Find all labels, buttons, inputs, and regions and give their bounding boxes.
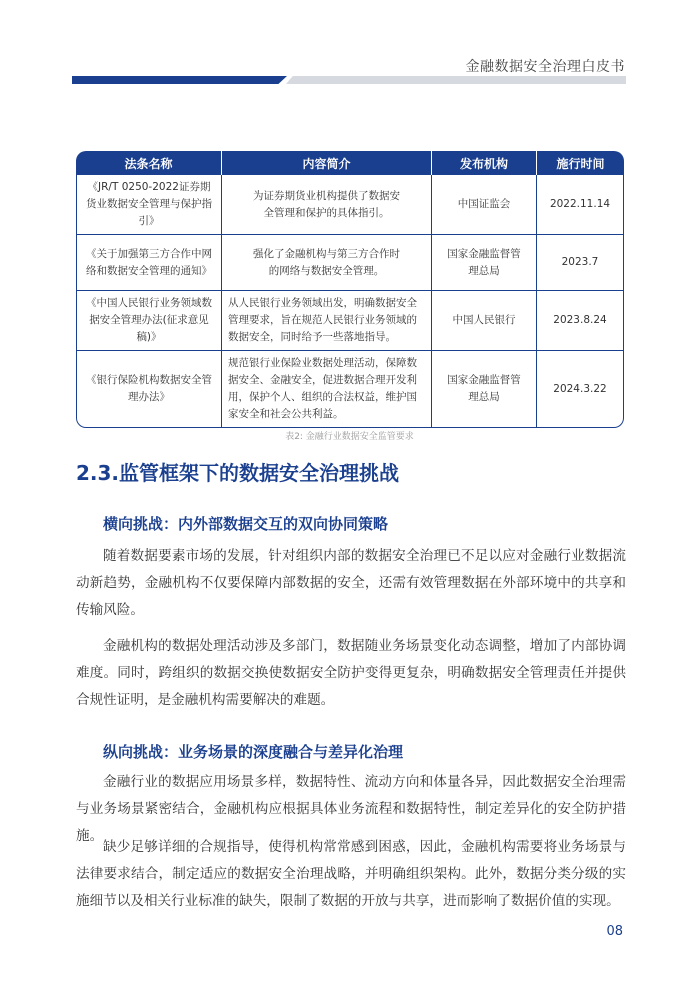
table-cell: 《JR/T 0250-2022证券期货业数据安全管理与保护指引》	[76, 175, 222, 235]
table-row	[76, 351, 624, 428]
table-cell: 《中国人民银行业务领域数据安全管理办法(征求意见稿)》	[76, 291, 222, 351]
table-caption: 表2: 金融行业数据安全监管要求	[285, 432, 414, 442]
table-row	[76, 175, 624, 235]
table-cell: 从人民银行业务领域出发，明确数据安全管理要求，旨在规范人民银行业务领域的数据安全，同时给予一些落地指导。	[222, 291, 432, 351]
subsection-title-horizontal: 横向挑战：内外部数据交互的双向协同策略	[103, 515, 389, 533]
table-cell: 2022.11.14	[537, 175, 624, 235]
column-header: 发布机构	[432, 151, 537, 175]
table-cell: 2023.8.24	[537, 291, 624, 351]
table-cell: 为证券期货业机构提供了数据安全管理和保护的具体指引。	[222, 175, 432, 235]
page-number: 08	[606, 924, 623, 939]
table-cell: 国家金融监督管理总局	[432, 351, 537, 428]
table-cell: 2024.3.22	[537, 351, 624, 428]
header-title: 金融数据安全治理白皮书	[465, 59, 625, 75]
column-header: 内容简介	[222, 151, 432, 175]
paragraph: 随着数据要素市场的发展，针对组织内部的数据安全治理已不足以应对金融行业数据流动新趋势，金融机构不仅要保障内部数据的安全，还需有效管理数据在外部环境中的共享和传输风险。	[76, 548, 626, 618]
table-row	[76, 291, 624, 351]
table-cell: 中国证监会	[432, 175, 537, 235]
table-cell: 强化了金融机构与第三方合作时的网络与数据安全管理。	[222, 235, 432, 291]
header-bar	[286, 76, 626, 84]
regulation-table	[76, 151, 624, 428]
table-row	[76, 235, 624, 291]
subsection-title-vertical: 纵向挑战：业务场景的深度融合与差异化治理	[103, 743, 404, 761]
table-cell: 中国人民银行	[432, 291, 537, 351]
paragraph: 金融行业的数据应用场景多样，数据特性、流动方向和体量各异，因此数据安全治理需与业务场景紧密结合，金融机构应根据具体业务流程和数据特性，制定差异化的安全防护措施。	[76, 774, 626, 844]
header-bar-accent	[72, 76, 287, 84]
table-cell: 《关于加强第三方合作中网络和数据安全管理的通知》	[76, 235, 222, 291]
section-title: 2.3.监管框架下的数据安全治理挑战	[76, 461, 400, 485]
table-cell: 《银行保险机构数据安全管理办法》	[76, 351, 222, 428]
paragraph: 金融机构的数据处理活动涉及多部门，数据随业务场景变化动态调整，增加了内部协调难度。同时，跨组织的数据交换使数据安全防护变得更复杂，明确数据安全管理责任并提供合规性证明，是金融机构需要解决的难题。	[76, 638, 626, 708]
table-cell: 规范银行业保险业数据处理活动，保障数据安全、金融安全，促进数据合理开发利用，保护个人、组织的合法权益，维护国家安全和社会公共利益。	[222, 351, 432, 428]
table-cell: 国家金融监督管理总局	[432, 235, 537, 291]
column-header: 施行时间	[537, 151, 624, 175]
paragraph: 缺少足够详细的合规指导，使得机构常常感到困惑，因此，金融机构需要将业务场景与法律要求结合，制定适应的数据安全治理战略，并明确组织架构。此外，数据分类分级的实施细节以及相关行业标准的缺失，限制了数据的开放与共享，进而影响了数据价值的实现。	[76, 839, 626, 909]
table-header-row	[76, 151, 624, 175]
table-cell: 2023.7	[537, 235, 624, 291]
regulation-table-container	[76, 151, 624, 428]
column-header: 法条名称	[76, 151, 222, 175]
